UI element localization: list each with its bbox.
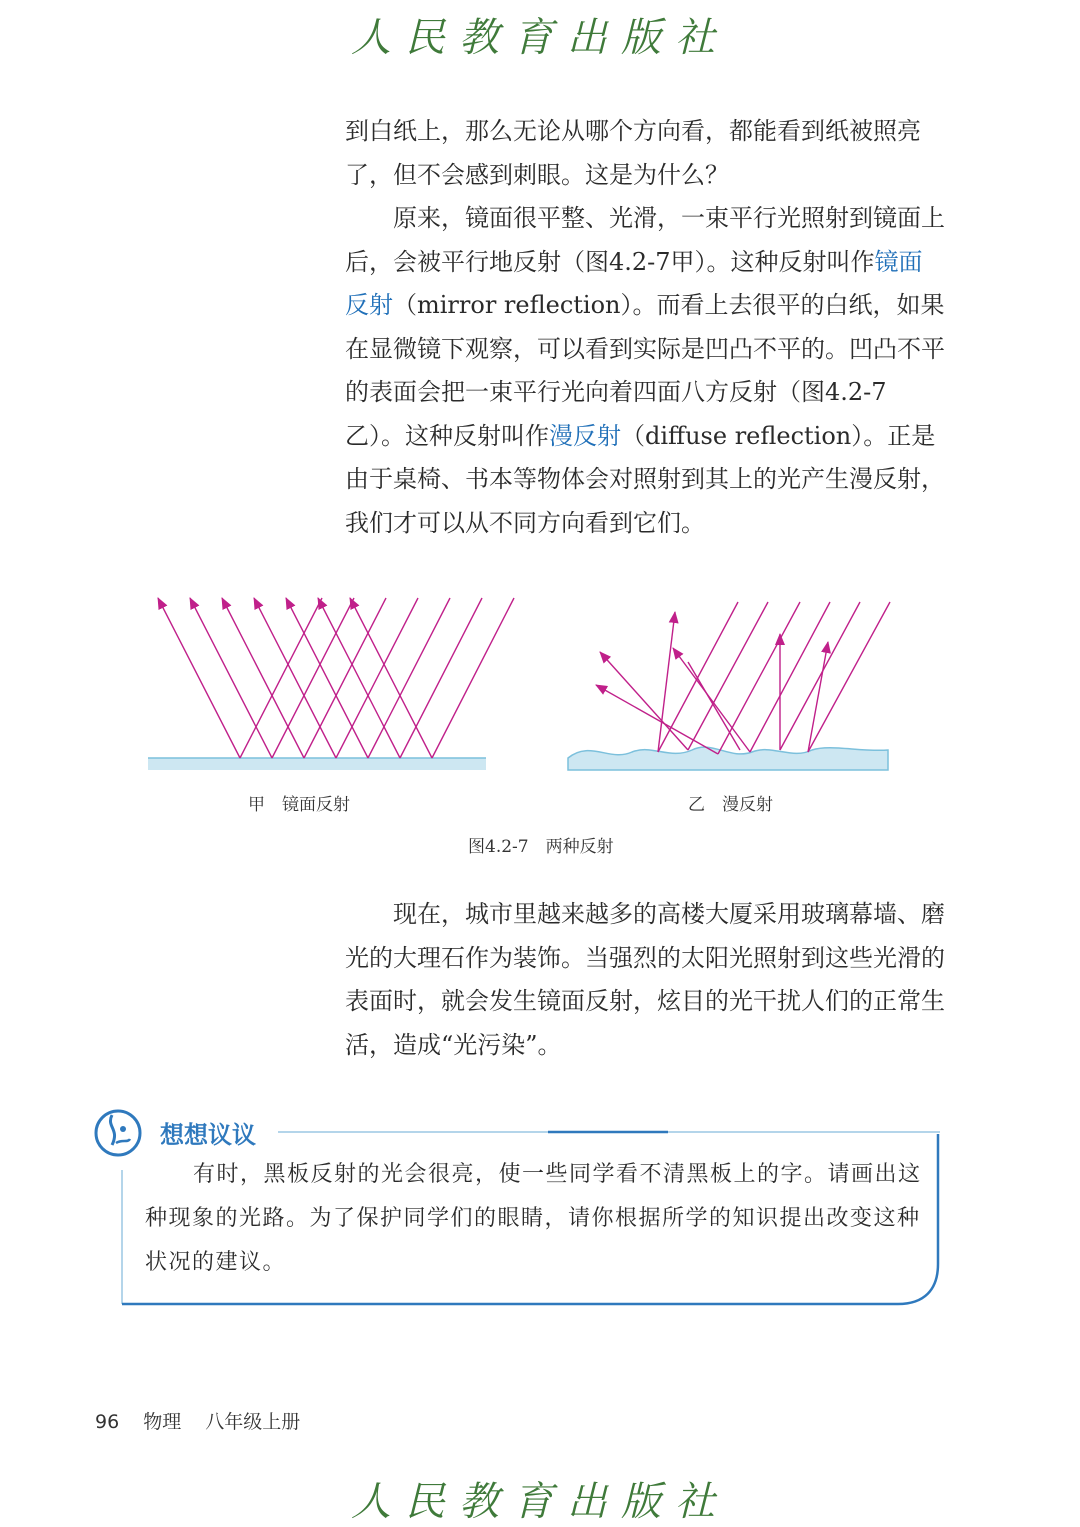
discussion-paragraph: 有时，黑板反射的光会很亮，使一些同学看不清黑板上的字。请画出这种现象的光路。为了保护同学们的眼睛，请你根据所学的知识提出改变这种状况的建议。	[145, 1162, 922, 1275]
page-footer	[95, 1407, 318, 1434]
main-text-2	[345, 893, 945, 1067]
paragraph-2	[345, 197, 945, 545]
publisher-logo-top: 人民教育出版社	[351, 15, 729, 61]
mirror-surface	[148, 758, 486, 770]
figure-left-label: 甲 镜面反射	[248, 795, 350, 815]
para2-part1: 原来，镜面很平整、光滑，一束平行光照射到镜面上后，会被平行地反射（图4.2-7甲）。这种反射叫作	[345, 204, 945, 276]
rough-surface	[568, 747, 888, 770]
page-number: 96	[95, 1411, 120, 1433]
para2-part3: （diffuse reflection）。正是由于桌椅、书本等物体会对照射到其上的光产生漫反射，我们才可以从不同方向看到它们。	[345, 421, 945, 537]
publisher-logo-bottom: 人民教育出版社	[351, 1479, 729, 1525]
reflection-figure	[140, 590, 920, 780]
footer-grade: 八年级上册	[205, 1411, 301, 1433]
paragraph-1: 到白纸上，那么无论从哪个方向看，都能看到纸被照亮了，但不会感到刺眼。这是为什么？	[345, 117, 921, 189]
para2-part2: （mirror reflection）。而看上去很平的白纸，如果在显微镜下观察，可以看到实际是凹凸不平的。凹凸不平的表面会把一束平行光向着四面八方反射（图4.2-7乙）。这种反射叫作	[345, 291, 945, 450]
diffuse-rays	[596, 602, 890, 754]
discussion-text	[145, 1153, 930, 1285]
term-diffuse-reflection: 漫反射	[549, 421, 621, 450]
figure-caption: 图4.2-7 两种反射	[468, 837, 614, 857]
footer-subject: 物理	[143, 1411, 182, 1433]
figure-right-label: 乙 漫反射	[688, 795, 773, 815]
discussion-title: 想想议议	[160, 1121, 256, 1149]
term-mirror-reflection: 镜面反射	[345, 247, 923, 319]
paragraph-3: 现在，城市里越来越多的高楼大厦采用玻璃幕墙、磨光的大理石作为装饰。当强烈的太阳光照射到这些光滑的表面时，就会发生镜面反射，炫目的光干扰人们的正常生活，造成“光污染”。	[345, 900, 945, 1059]
main-text	[345, 110, 945, 545]
mirror-rays	[158, 598, 514, 758]
